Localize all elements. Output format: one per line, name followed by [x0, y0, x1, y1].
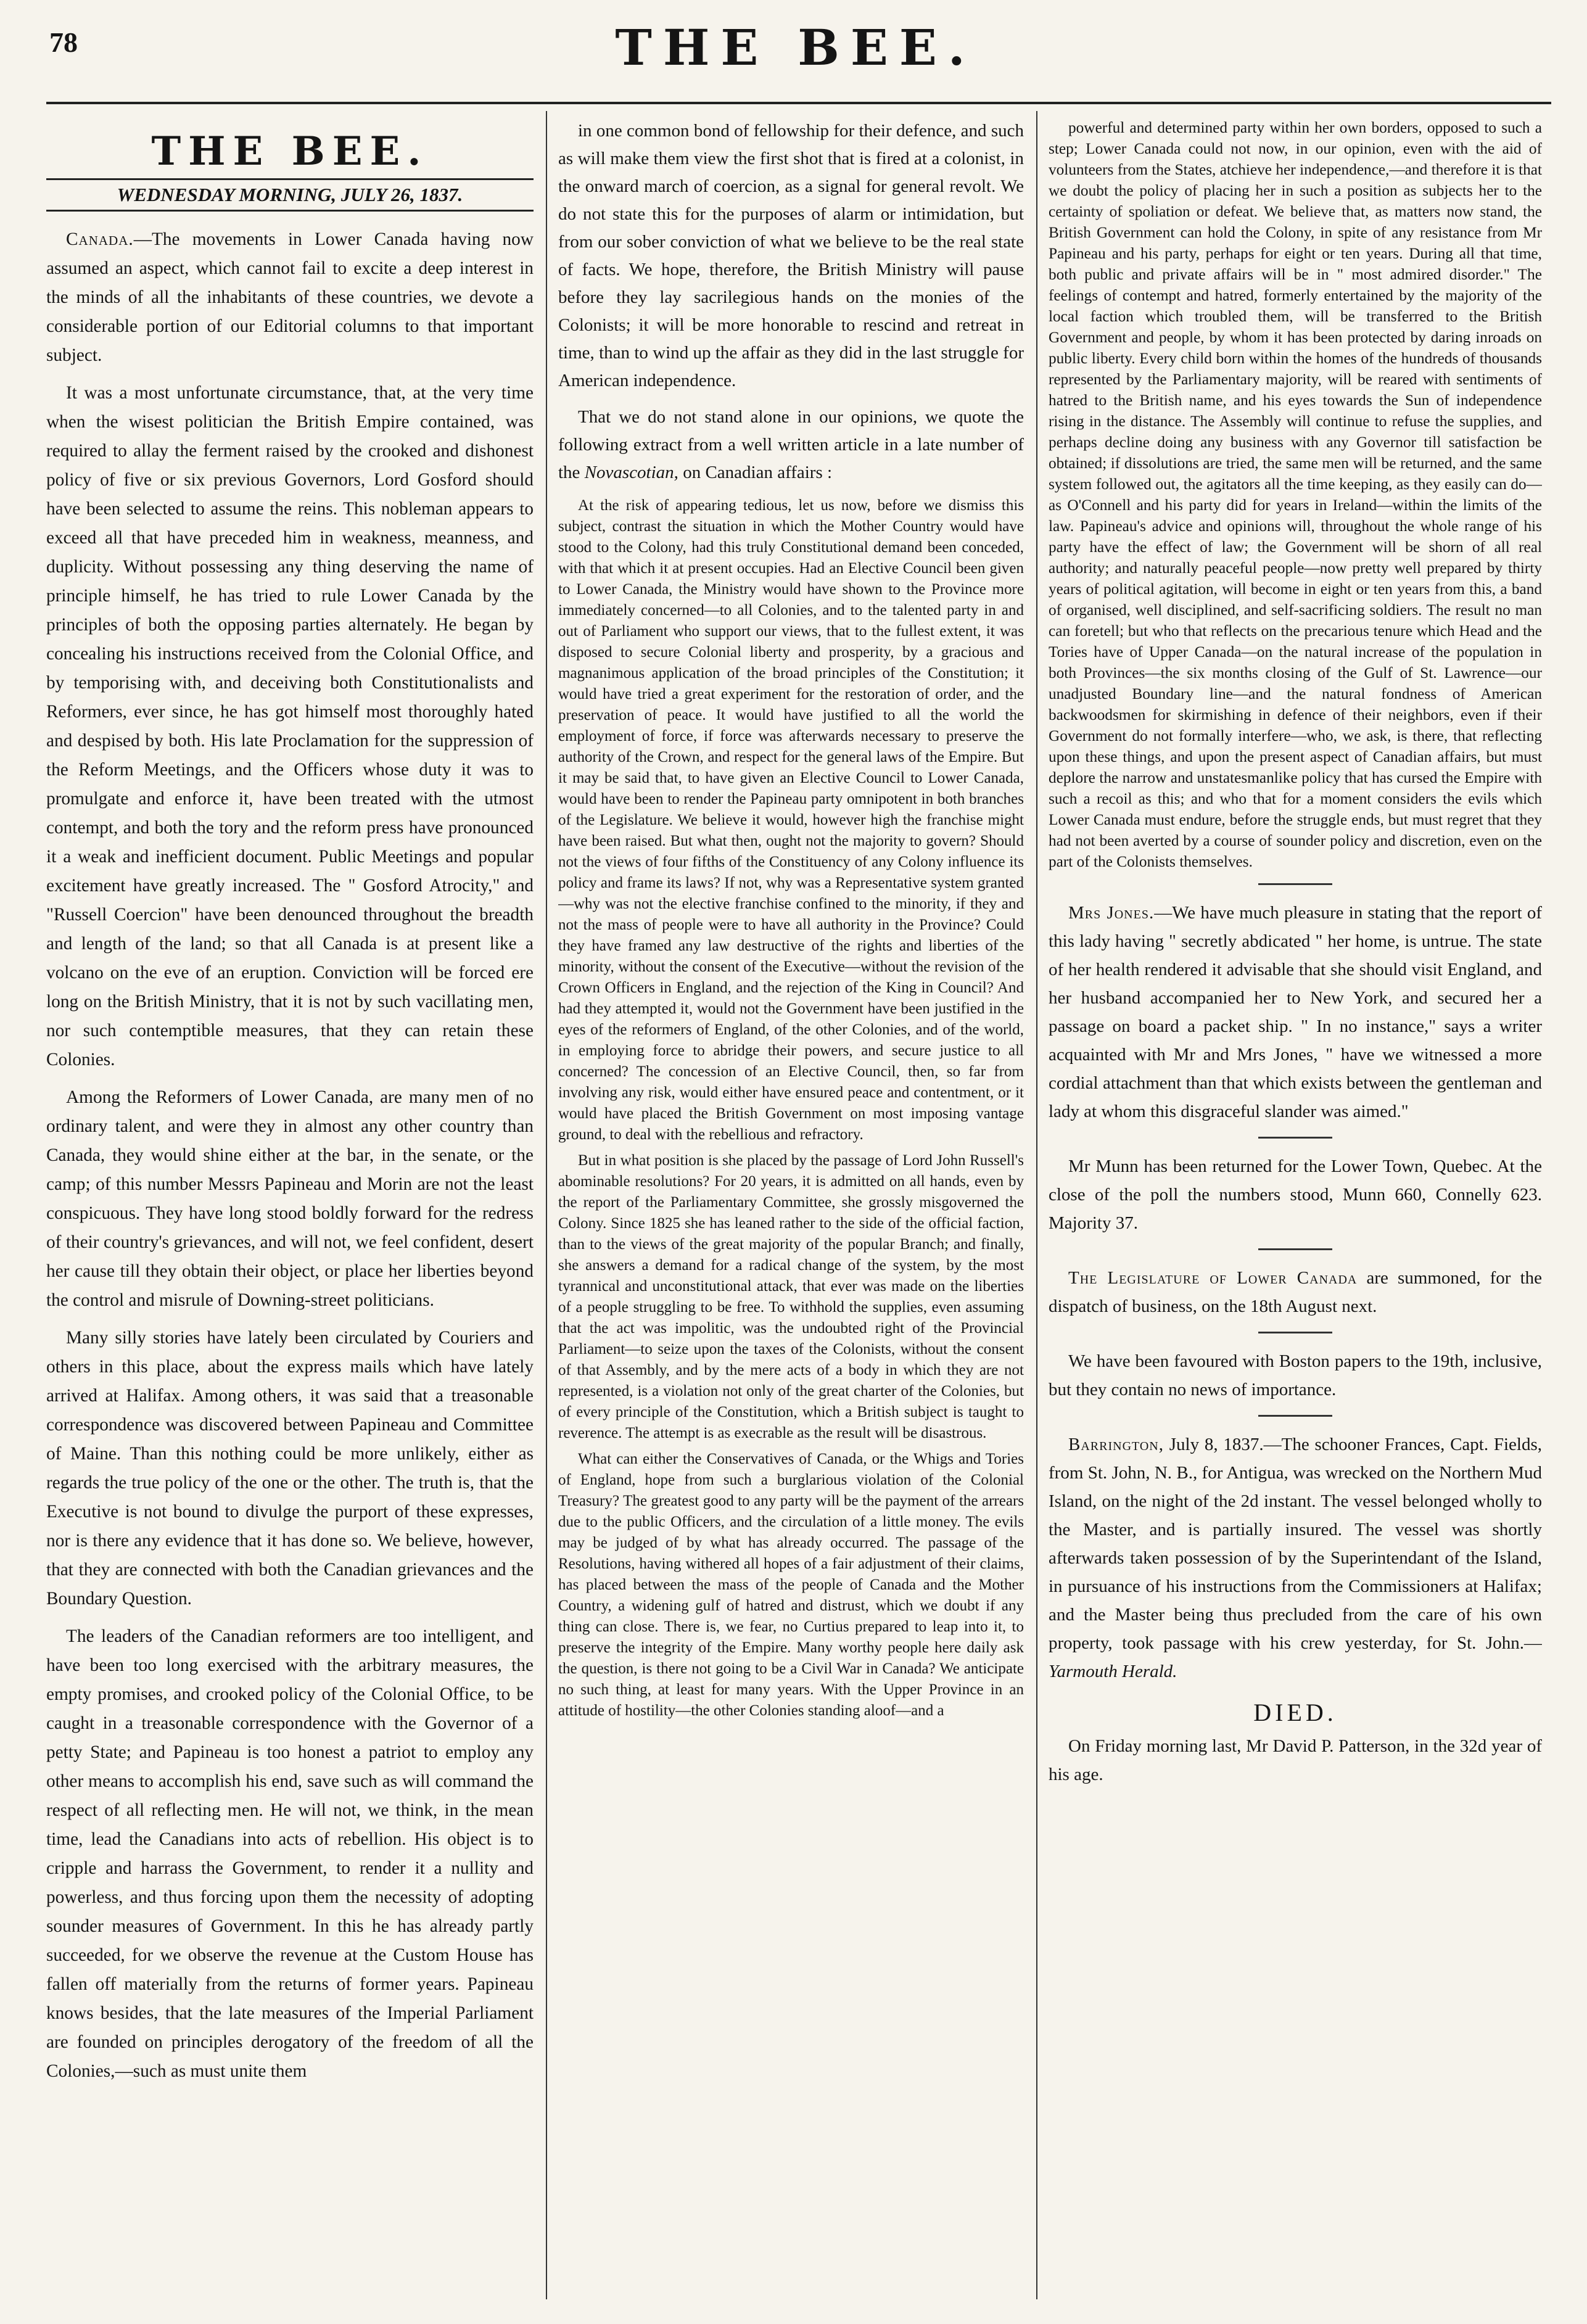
paragraph-text: on Canadian affairs : [678, 463, 833, 482]
article-paragraph: Many silly stories have lately been circulated by Couriers and others in this place, about the express mails which have lately arrived at Halifax. Among others, it was said that a treasonable correspondence was discovered between Papineau and Committee of Maine. Than this nothing could be more unlikely, either as regards the true policy of the one or the other. The truth is, that the Executive is not bound to divulge the purport of these expresses, nor is there any evidence that it has done so. We believe, however, that they are connected with both the Canadian grievances and the Boundary Question. [46, 1328, 534, 1609]
item-lead: The Legislature of Lower Canada [1068, 1268, 1358, 1288]
section-rule [1258, 1137, 1332, 1139]
news-item-legislature [1049, 1264, 1542, 1321]
paragraph-text: —The movements in Lower Canada having now assumed an aspect, which cannot fail to excite a deep interest in the minds of all the inhabitants of these countries, we devote a considerable portion of our Editorial columns to that important subject. [46, 229, 534, 365]
item-text: July 8, 1837.—The schooner Frances, Capt. Fields, from St. John, N. B., for Antigua, was wrecked on the Northern Mud Island, on the night of the 2d instant. The vessel belonged wholly to the Master, and is partially insured. The vessel was shortly afterwards taken possession of by the Superintendant of the Island, in pursuance of his instructions from the Commissioners at Halifax; and the Master being thus precluded from the care of his own property, took passage with his crew yesterday, for St. John.— [1049, 1435, 1542, 1653]
section-rule [1258, 883, 1332, 885]
article-paragraph [46, 225, 534, 370]
item-lead: Barrington, [1068, 1435, 1164, 1454]
item-text: are summoned, for the dispatch of business, on the 18th August next. [1049, 1268, 1542, 1316]
column-rule [1036, 111, 1037, 2299]
column-rule [546, 111, 547, 2299]
quoted-paragraph: powerful and determined party within her own borders, opposed to such a step; Lower Canada could not now, in our opinion, even with the aid of volunteers from the States, atchieve her independence,—and therefore it is that we doubt the policy of placing her in such a position as subjects her to the certainty of spoliation or defeat. We believe that, as matters now stand, the British Government can hold the Colony, in spite of any resistance from Mr Papineau and his party, perhaps for eight or ten years. During all that time, both public and private affairs will be in " most admired disorder." The feelings of contempt and hatred, formerly entertained by the majority of the local faction which troubled them, will be transferred to the British Government and people, by whom it has been protected by daring inroads on public liberty. Every child born within the homes of the hundreds of thousands represented by the Parliamentary majority, will be reared with sentiments of hatred to the British name, and his eyes towards the Sun of independence rising in the distance. The Assembly will continue to refuse the supplies, and perhaps decline doing any business with any Governor till satisfaction be obtained; if dissolutions are tried, the same men will be returned, and the same system followed out, the agitators all the time keeping, as they easily can do—as O'Connell and his party did for years in Ireland—within the limits of the law. Papineau's advice and opinions will, throughout the whole range of his party have the effect of law; the Government will be shorn of all real authority; and naturally peaceful people—now pretty well prepared by thirty years of political agitation, will become in eight or ten years from this, a band of organised, well disciplined, and self-sacrificing soldiers. The result no man can foretell; but who that reflects on the precarious tenure which Head and the Tories have of Upper Canada—on the natural increase of the population in both Provinces—the six months closing of the Gulf of St. Lawrence—our unadjusted Boundary line—and the natural fondness of American backwoodsmen for skirmishing in defence of their neighbors, even if their Government do not formally interfere—who, we ask, is there, that reflecting upon these things, and upon the present aspect of Canadian affairs, but must deplore the narrow and unstatesmanlike policy that has cursed the Empire with such a recoil as this; and who that for a moment considers the evils which Lower Canada must endure, before the struggle ends, but must regret that they had not been averted by a course of sounder policy and discretion, even on the part of the Colonists themselves. [1049, 119, 1542, 870]
news-item-barrington [1049, 1430, 1542, 1686]
column-2 [558, 117, 1024, 2299]
item-text: —We have much pleasure in stating that the report of this lady having " secretly abdicated " her home, is untrue. The state of her health rendered it advisable that she should visit England, and her husband accompanied her to New York, and secured her a passage on board a packet ship. " In no instance," says a writer acquainted with Mr and Mrs Jones, " have we witnessed a more cordial attachment than that which exists between the gentleman and lady at whom this disgraceful slander was aimed." [1049, 903, 1542, 1121]
article-paragraph [558, 403, 1024, 487]
quoted-paragraph: But in what position is she placed by the passage of Lord John Russell's abominable resolutions? For 20 years, it is admitted on all hands, even by the report of the Parliamentary Committee, she grossly misgoverned the Colony. Since 1825 she has leaned rather to the side of the official faction, than to the views of the great majority of the popular Branch; and finally, she answers a demand for a radical change of the system, by the most tyrannical and unconstitutional attack, that ever was made on the liberties of a people struggling to be free. To withhold the supplies, even assuming that the act was impolitic, was the undoubted right of the Provincial Parliament—to seize upon the taxes of the Colonists, without the consent of that Assembly, and by the mere acts of a body in which they are not represented, is a violation not only of the great charter of the Colonies, but of every principle of the Constitution, which a British subject is taught to reverence. The attempt is as execrable as the result will be disastrous. [558, 1152, 1024, 1441]
died-heading: DIED. [1253, 1699, 1337, 1726]
quoted-paragraph: At the risk of appearing tedious, let us now, before we dismiss this subject, contrast the situation in which the Mother Country would have stood to the Colony, had this truly Constitutional demand been conceded, with that which it at present occupies. Had an Elective Council been given to Lower Canada, the Ministry would have shown to the Province more immediately concerned—to all Colonies, and to the talented party in and out of Parliament who support our views, that to the fullest extent, it was disposed to secure Colonial liberty and prosperity, by a gracious and magnanimous application of the broad principles of the Constitution; it would have tried a great experiment for the restoration of order, and the preservation of peace. It would have justified to all the world the employment of force, if force was afterwards necessary to preserve the authority of the Crown, and respect for the general laws of the Empire. But it may be said that, to have given an Elective Council to Lower Canada, would have been to render the Papineau party omnipotent in both branches of the Legislature. We believe it would, however high the franchise might have been raised. But what then, ought not the majority to govern? Should not the views of four fifths of the Constituency of any Colony influence its policy and frame its laws? If not, why was a Representative system granted—why was not the elective franchise confined to the minority, if they and not the mass of people were to have all authority in the Province? Could they have framed any law destructive of the rights and liberties of the minority, without the consent of the Executive—without the revision of the Crown Officers in England, and the rejection of the King in Council? And had they attempted it, would not the Government have been justified in the eyes of the reformers of England, of the other Colonies, and of the world, in employing force to abridge their powers, and secure justice to all concerned? The concession of an Elective Council, then, so far from involving any risk, would either have ensured peace and contentment, or it would have placed the British Government on most imposing vantage ground, to deal with the rebellious and refractory. [558, 497, 1024, 1143]
article-paragraph: in one common bond of fellowship for their defence, and such as will make them view the first shot that is fired at a colonist, in the onward march of coercion, as a signal for general revolt. We do not state this for the purposes of alarm or intimidation, but from our sober conviction of what we believe to be the real state of facts. We hope, therefore, the British Ministry will pause before they lay sacrilegious hands on the monies of the Colonists; it will be more honorable to rescind and retreat in time, than to wind up the affair as they did in the last struggle for American independence. [558, 121, 1024, 390]
news-item-boston: We have been favoured with Boston papers to the 19th, inclusive, but they contain no news of importance. [1049, 1351, 1542, 1399]
news-item-jones [1049, 899, 1542, 1126]
paragraph-text: That we do not stand alone in our opinions, we quote the following extract from a well written article in a late number of the [558, 407, 1024, 482]
column-1 [46, 117, 534, 2299]
section-rule [1258, 1332, 1332, 1333]
quoted-paragraph: What can either the Conservatives of Canada, or the Whigs and Tories of England, hope from such a burglarious violation of the Colonial Treasury? The greatest good to any party will be the payment of the arrears due to the public Officers, and the circulation of a little money. The evils may be judged of by what has already occurred. The passage of the Resolutions, having withered all hopes of a fair adjustment of their claims, has placed between the mass of the people of Canada and the Mother Country, a widening gulf of hatred and distrust, which we doubt if any thing can close. There is, we fear, no Curtius prepared to leap into it, to preserve the integrity of the Empire. Many worthy people here daily ask the question, is there not going to be a Civil War in Canada? We anticipate no such thing, at least for many years. With the Upper Province in an attitude of hostility—the other Colonies standing aloof—and a [558, 1451, 1024, 1719]
article-paragraph: It was a most unfortunate circumstance, that, at the very time when the wisest politician the British Empire contained, was required to allay the ferment raised by the crooked and dishonest policy of five or six previous Governors, Lord Gosford should have been selected to assume the reins. This nobleman appears to exceed all that have preceded him in weakness, meanness, and duplicity. Without possessing any thing deserving the name of principle himself, he has tried to rule Lower Canada by the principles of both the opposing parties alternately. He began by concealing his instructions received from the Colonial Office, and by temporising with, and deceiving both Constitutionalists and Reformers, ever since, he has got himself most thoroughly hated and despised by both. His late Proclamation for the suppression of the Reform Meetings, and the Officers whose duty it was to promulgate and enforce it, have been treated with the utmost contempt, and both the tory and the reform press have pronounced it a weak and inefficient document. Public Meetings and popular excitement have greatly increased. The " Gosford Atrocity," and "Russell Coercion" have been denounced throughout the breadth and length of the land; so that all Canada is at present like a volcano on the eve of an eruption. Conviction will be forced ere long on the British Ministry, that it is not by such vacillating men, nor such contemptible measures, that they can retain these Colonies. [46, 383, 534, 1069]
item-lead: Mrs Jones. [1068, 903, 1155, 923]
item-source: Yarmouth Herald. [1049, 1662, 1177, 1681]
running-title: THE BEE. [615, 19, 976, 76]
column-3 [1049, 117, 1542, 2299]
masthead-title: THE BEE. [151, 128, 429, 175]
page-header [49, 19, 1542, 105]
article-lead: Canada. [66, 229, 134, 249]
dateline: WEDNESDAY MORNING, JULY 26, 1837. [46, 178, 534, 212]
newspaper-name: Novascotian, [584, 463, 678, 482]
article-paragraph: The leaders of the Canadian reformers are too intelligent, and have been too long exercised with the arbitrary measures, the empty promises, and crooked policy of the Colonial Office, to be caught in a treasonable correspondence with the Governor of a petty State; and Papineau is too honest a patriot to employ any other means to accomplish his end, save such as will command the respect of all reflecting men. He will not, we think, in the mean time, lead the Canadians into acts of rebellion. His object is to cripple and harrass the Government, to render it a nullity and powerless, and thus forcing upon them the necessity of adopting sounder measures of Government. In this he has already partly succeeded, for we observe the revenue at the Custom House has fallen off materially from the returns of former years. Papineau knows besides, that the late measures of the Imperial Parliament are founded on principles derogatory of the freedom of all the Colonies,—such as must unite them [46, 1626, 534, 2081]
page-number: 78 [49, 27, 78, 58]
header-rule [46, 102, 1551, 104]
news-item-munn: Mr Munn has been returned for the Lower Town, Quebec. At the close of the poll the numbers stood, Munn 660, Connelly 623. Majority 37. [1049, 1156, 1542, 1233]
obituary: On Friday morning last, Mr David P. Patterson, in the 32d year of his age. [1049, 1736, 1542, 1784]
section-rule [1258, 1248, 1332, 1250]
section-rule [1258, 1415, 1332, 1417]
article-paragraph: Among the Reformers of Lower Canada, are many men of no ordinary talent, and were they in almost any other country than Canada, they would shine either at the bar, in the senate, or the camp; of this number Messrs Papineau and Morin are not the least conspicuous. They have long stood boldly forward for the redress of their country's grievances, and will not, we feel confident, desert her cause till they obtain their object, or place her liberties beyond the control and misrule of Downing-street politicians. [46, 1087, 534, 1310]
